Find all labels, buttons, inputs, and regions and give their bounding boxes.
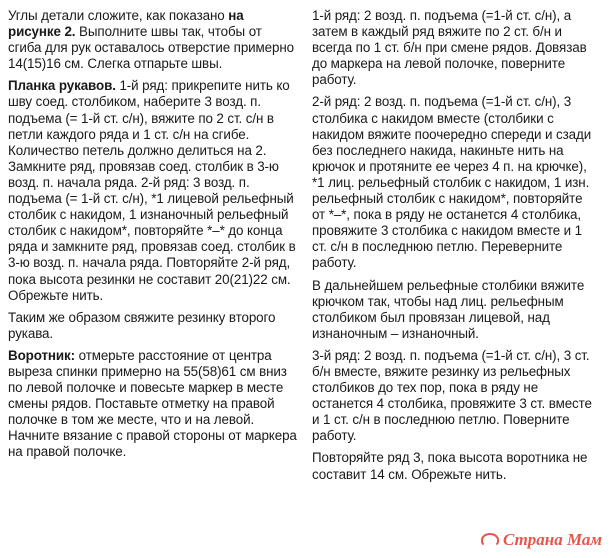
paragraph-second-sleeve: Таким же образом свяжите резинку второго рукава. bbox=[8, 309, 276, 341]
paragraph-collar bbox=[8, 348, 297, 461]
left-column bbox=[8, 8, 297, 467]
paragraph-row-2: 2-й ряд: 2 возд. п. подъема (=1-й ст. с/н), 3 столбика с накидом вместе (столбики с накидом вяжите поочередно спереди и сзади без последнего накида, накиньте нить на крючок и протяните ее через 4 п. на крючке), *1 лиц. рельефный столбик с накидом, 1 изн. рельефный столбик с накидом*, повторяйте от *–*, пока в ряду не останется 4 столбика, провяжите 3 столбика с накидом вместе и 1 ст. с/н в последнюю петлю. Переверните работу. bbox=[312, 94, 592, 271]
paragraph-sleeve-band bbox=[8, 78, 297, 303]
paragraph-row-1: 1-й ряд: 2 возд. п. подъема (=1-й ст. с/н), а затем в каждый ряд вяжите по 2 ст. б/н и всегда по 1 ст. б/н при смене рядов. Довязав до маркера на левой полочке, поверните работу. bbox=[312, 8, 587, 88]
paragraph-assembly bbox=[8, 8, 297, 72]
paragraph-row-3: 3-й ряд: 2 возд. п. подъема (=1-й ст. с/н), 3 ст. б/н вместе, вяжите резинку из рельефных столбиков до тех пор, пока в ряду не останется 4 столбика, провяжите 3 ст. вместе и 1 ст. с/н в последнюю петлю. Поверните работу. bbox=[312, 347, 592, 444]
collar-heading: Воротник: bbox=[8, 347, 76, 363]
assembly-text-end: Выполните швы так, чтобы от сгиба для рук оставалось отверстие примерно 14(15)16 см. Слегка отпарьте швы. bbox=[8, 24, 294, 72]
paragraph-relief-note: В дальнейшем рельефные столбики вяжите крючком так, чтобы над лиц. рельефным столбиком был провязан лицевой, над изнаночным – изнаночный. bbox=[312, 277, 585, 341]
watermark-logo-icon bbox=[479, 533, 499, 547]
watermark-text: Страна Мам bbox=[502, 530, 602, 549]
sleeve-band-text: 1-й ряд: прикрепите нить ко шву соед. столбиком, наберите 3 возд. п. подъема (= 1-й ст. с/н), вяжите по 2 ст. с/н в петли каждого ряда и 1 ст. с/н на сгибе. Количество петель должно делиться на 2. Замкните ряд, провязав соед. столбик в 3-ю возд. п. начала ряда. 2-й ряд: 3 возд. п. подъема (= 1-й ст. с/н), *1 лицевой рельефный столбик с накидом, 1 изнаночный рельефный столбик с накидом*, повторяйте *–* до конца ряда и замкните ряд, провязав соед. столбик в 3-ю возд. п. начала ряда. Повторяйте 2-й ряд, пока высота резинки не составит 20(21)22 см. Обрежьте нить. bbox=[8, 78, 296, 303]
site-watermark bbox=[479, 530, 602, 550]
assembly-text-start: Углы детали сложите, как показано bbox=[8, 8, 229, 23]
collar-text: отмерьте расстояние от центра выреза спинки примерно на 55(58)61 см вниз по левой полочке и повесьте маркер в месте смены рядов. Поставьте отметку на правой полочке в том же месте, что и на левой. Начните вязание с правой стороны от маркера на правой полочке. bbox=[8, 347, 297, 460]
paragraph-repeat: Повторяйте ряд 3, пока высота воротника не составит 14 см. Обрежьте нить. bbox=[312, 450, 588, 482]
figure-reference: на рисунке 2. bbox=[8, 8, 244, 40]
right-column bbox=[312, 8, 598, 489]
sleeve-band-heading: Планка рукавов. bbox=[8, 78, 116, 94]
